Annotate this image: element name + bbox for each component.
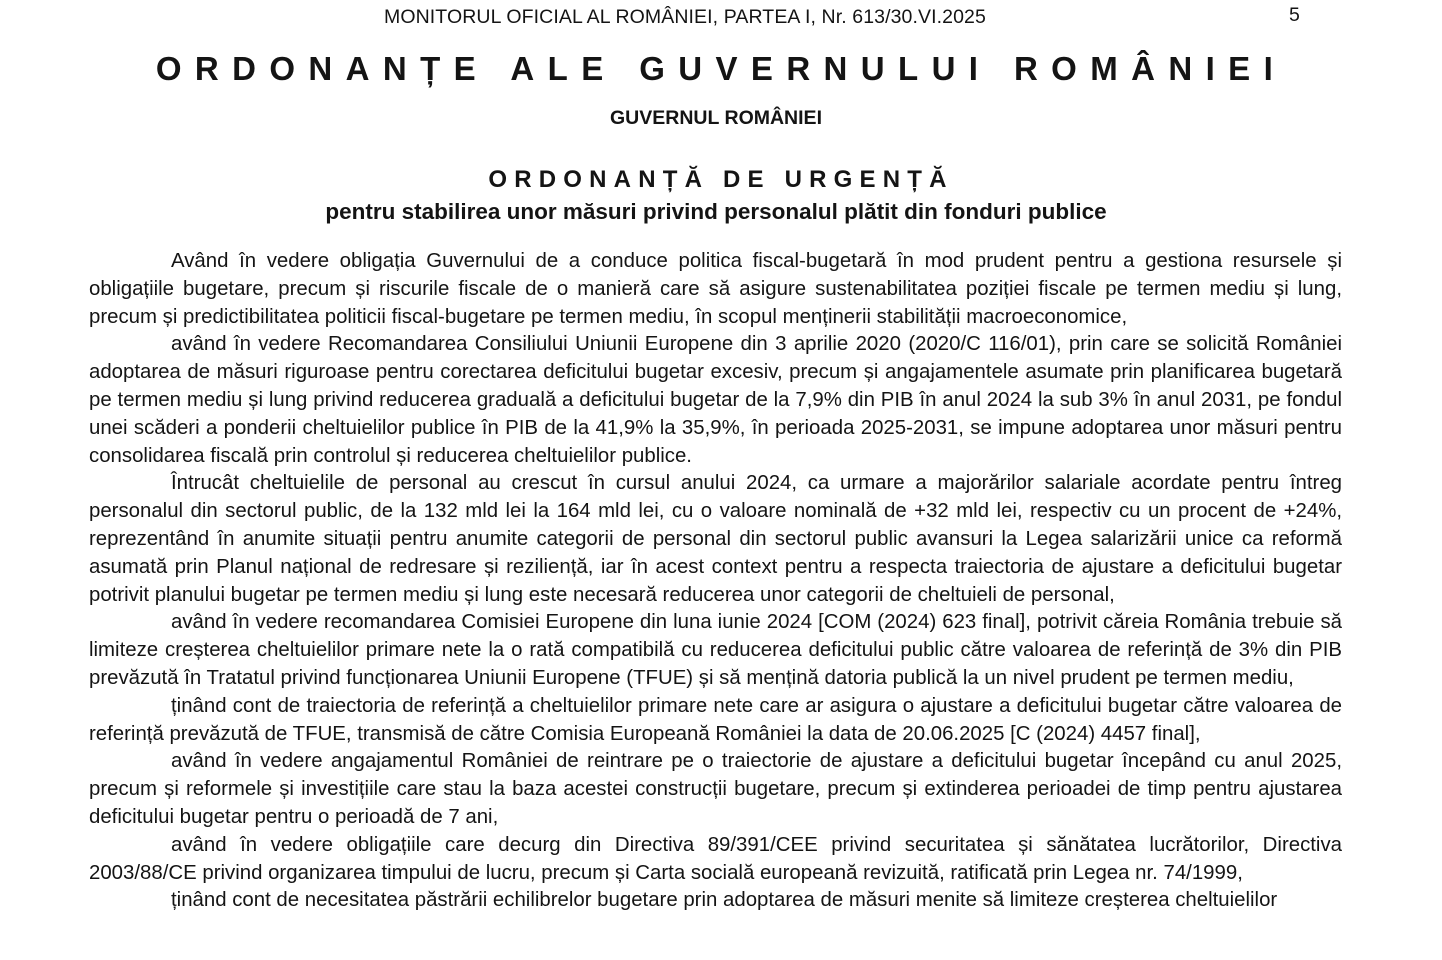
section-title: ORDONANȚE ALE GUVERNULUI ROMÂNIEI	[155, 50, 1287, 87]
paragraph: Întrucât cheltuielile de personal au crescut în cursul anului 2024, ca urmare a majorărilor salariale acordate pentru întreg personalul din sectorul public, de la 132 mld lei la 164 mld lei, cu o valoare nominală de +32 mld lei, respectiv cu un procent de +24%, reprezentând în anumite situații pentru anumite categorii de personal din sectorul public avansuri la Legea salarizării unice ca reformă asumată prin Planul național de redresare și reziliență, iar în acest context pentru a respecta traiectoria de ajustare a deficitului bugetar potrivit planului bugetar pe termen mediu și lung este necesară reducerea unor categorii de cheltuieli de personal,	[89, 472, 1342, 606]
paragraph: având în vedere angajamentul României de reintrare pe o traiectorie de ajustare a deficitului bugetar începând cu anul 2025, precum și reformele și investițiile care stau la baza acestei construcții bugetare, precum și extinderea perioadei de timp pentru ajustarea deficitului bugetar pentru o perioadă de 7 ani,	[89, 750, 1342, 828]
paragraph: având în vedere recomandarea Comisiei Europene din luna iunie 2024 [COM (2024) 623 final], potrivit căreia România trebuie să limiteze creșterea cheltuielilor primare nete la o rată compatibilă cu reducerea deficitului public către valoarea de referință de 3% din PIB prevăzută în Tratatul privind funcționarea Uniunii Europene (TFUE) și să mențină datoria publică la un nivel prudent pe termen mediu,	[89, 611, 1342, 689]
page-header	[0, 6, 1442, 30]
document-body	[89, 248, 1342, 915]
paragraph: având în vedere obligațiile care decurg din Directiva 89/391/CEE privind securitatea și sănătatea lucrătorilor, Directiva 2003/88/CE privind organizarea timpului de lucru, precum și Carta socială europeană revizuită, ratificată prin Legea nr. 74/1999,	[89, 833, 1342, 884]
paragraph: Având în vedere obligația Guvernului de a conduce politica fiscal-bugetară în mod prudent pentru a gestiona resursele și obligațiile bugetare, precum și riscurile fiscale de o manieră care să asigure sustenabilitatea poziției fiscale pe termen mediu și lung, precum și predictibilitatea politicii fiscal-bugetare pe termen mediu, în scopul menținerii stabilității macroeconomice,	[89, 250, 1342, 328]
document-subject-heading: pentru stabilirea unor măsuri privind personalul plătit din fonduri publice	[325, 199, 1107, 224]
paragraph: ținând cont de necesitatea păstrării echilibrelor bugetare prin adoptarea de măsuri menite să limiteze creșterea cheltuielilor	[171, 889, 1278, 912]
paragraph: având în vedere Recomandarea Consiliului Uniunii Europene din 3 aprilie 2020 (2020/C 116/01), prin care se solicită României adoptarea de măsuri riguroase pentru corectarea deficitului bugetar excesiv, precum și angajamentele asumate prin planificarea bugetară pe termen mediu și lung privind reducerea graduală a deficitului bugetar de la 7,9% din PIB în anul 2024 la sub 3% în anul 2031, pe fondul unei scăderi a ponderii cheltuielilor publice în PIB de la 41,9% la 35,9%, în perioada 2025-2031, se impune adoptarea unor măsuri pentru consolidarea fiscală prin controlul și reducerea cheltuielilor publice.	[89, 333, 1342, 467]
page-number: 5	[1289, 4, 1300, 26]
issuer-heading: GUVERNUL ROMÂNIEI	[610, 107, 822, 129]
document-type-heading: ORDONANȚĂ DE URGENȚĂ	[488, 166, 954, 193]
publication-title: MONITORUL OFICIAL AL ROMÂNIEI, PARTEA I, Nr. 613/30.VI.2025	[384, 6, 986, 28]
paragraph: ținând cont de traiectoria de referință a cheltuielilor primare nete care ar asigura o ajustare a deficitului bugetar către valoarea de referință prevăzută de TFUE, transmisă de către Comisia Europeană României la data de 20.06.2025 [C (2024) 4457 final],	[89, 694, 1342, 745]
